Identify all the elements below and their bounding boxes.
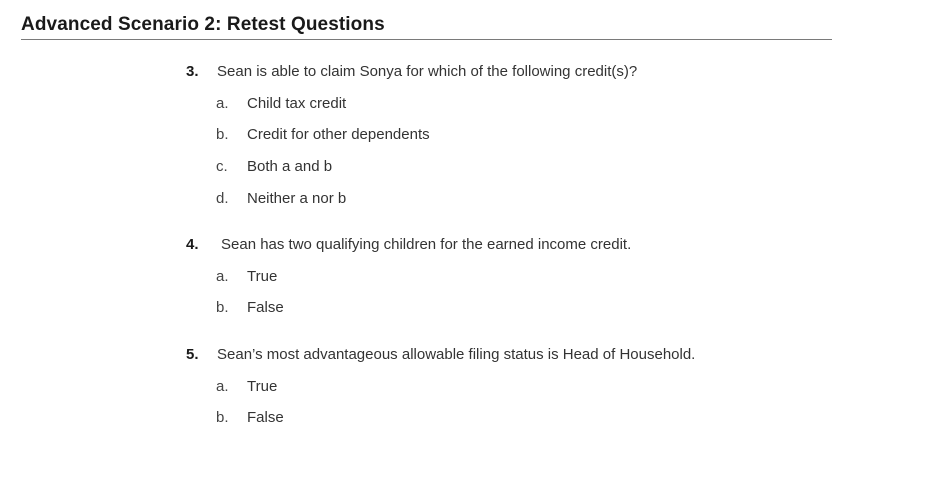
option-letter: d. [216, 190, 229, 207]
option-letter: c. [216, 158, 228, 175]
option-letter: a. [216, 378, 229, 395]
option-text: False [247, 409, 284, 426]
option-text: False [247, 299, 284, 316]
option-text: Both a and b [247, 158, 333, 175]
option-text: True [247, 268, 278, 285]
option-letter: b. [216, 409, 229, 426]
option-letter: b. [216, 126, 229, 143]
option-letter: a. [216, 95, 229, 112]
option-text: Credit for other dependents [247, 126, 430, 143]
question-number: 5. [186, 346, 199, 363]
question-number: 4. [186, 236, 199, 253]
option-text: Child tax credit [247, 95, 347, 112]
option-text: True [247, 378, 278, 395]
option-letter: b. [216, 299, 229, 316]
question-text: Sean’s most advantageous allowable filing status is Head of Household. [217, 346, 696, 363]
option-text: Neither a nor b [247, 190, 347, 207]
question-number: 3. [186, 63, 199, 80]
page-title: Advanced Scenario 2: Retest Questions [21, 14, 385, 35]
question-text: Sean has two qualifying children for the earned income credit. [221, 236, 632, 253]
option-letter: a. [216, 268, 229, 285]
question-text: Sean is able to claim Sonya for which of the following credit(s)? [217, 63, 638, 80]
title-divider [21, 39, 832, 40]
